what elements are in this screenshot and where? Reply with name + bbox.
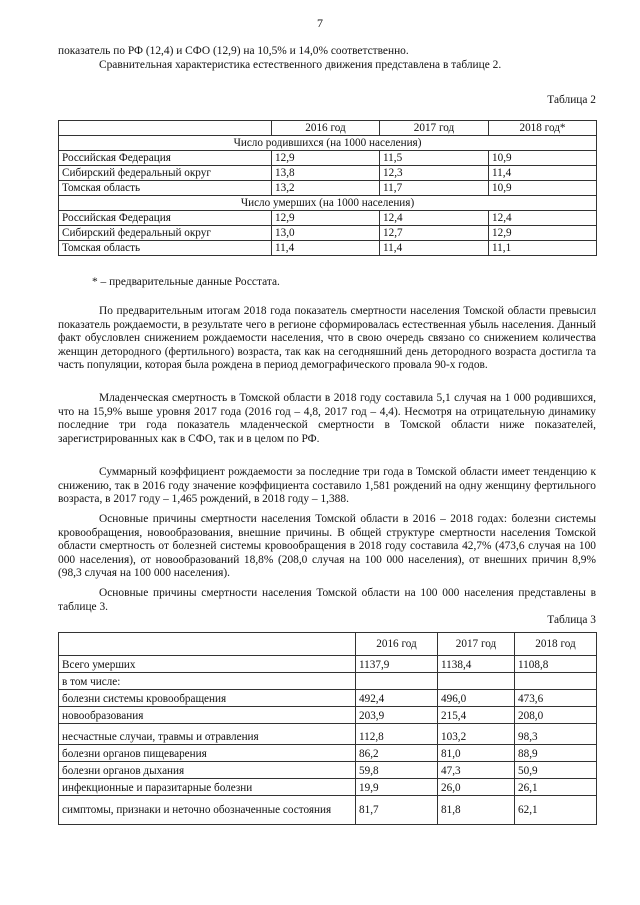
cell: 473,6 [515,690,597,707]
cell: 81,8 [438,796,515,825]
cell: 13,2 [272,181,380,196]
row-label: Всего умерших [59,656,356,673]
paragraph-4: Основные причины смертности населения Томской области в 2016 – 2018 годах: болезни системы кровообращения, новообразования, внешние причины. В общей структуре смертности населения Томской области смертность от болезней системы кровообращения в 2018 году составила 42,7% (473,6 случая на 100 000 населения), от новообразований 18,8% (208,0 случая на 100 000 населения), от внешних причин 8,9% (98,3 случая на 100 000 населения). [58,513,596,580]
cell: 86,2 [356,745,438,762]
row-label: Российская Федерация [59,151,272,166]
table-row [59,166,597,181]
header-cell: 2018 год [515,633,597,656]
cell: 496,0 [438,690,515,707]
header-cell: 2017 год [438,633,515,656]
cell: 81,0 [438,745,515,762]
row-label: новообразования [59,707,356,724]
table2-caption: Таблица 2 [547,94,596,106]
cell: 1138,4 [438,656,515,673]
table-2 [58,120,597,256]
row-label: симптомы, признаки и неточно обозначенные состояния [59,796,356,825]
table-header-row [59,121,597,136]
cell: 208,0 [515,707,597,724]
empty-cell [438,673,515,690]
cell: 103,2 [438,724,515,745]
table-row [59,181,597,196]
table-row [59,690,597,707]
cell: 12,4 [489,211,597,226]
row-label: болезни системы кровообращения [59,690,356,707]
table-row [59,724,597,745]
header-cell: 2018 год* [489,121,597,136]
paragraph-3: Суммарный коэффициент рождаемости за последние три года в Томской области имеет тенденцию к снижению, так в 2016 году значение коэффициента составило 1,581 рождений на одну женщину фертильного возраста, в 2017 году – 1,465 рождений, в 2018 году – 1,388. [58,466,596,506]
cell: 59,8 [356,762,438,779]
paragraph-2: Младенческая смертность в Томской области в 2018 году составила 5,1 случая на 1 000 родившихся, что на 15,9% выше уровня 2017 года (2016 год – 4,8, 2017 год – 4,4). Несмотря на отрицательную динамику последние три года показатель младенческой смертности в Томской области ниже показателей, зарегистрированных как в СФО, так и в целом по РФ. [58,392,596,445]
cell: 11,4 [272,241,380,256]
cell: 62,1 [515,796,597,825]
table-row [59,151,597,166]
row-label: Российская Федерация [59,211,272,226]
section-row [59,196,597,211]
cell: 12,4 [380,211,489,226]
cell: 11,4 [380,241,489,256]
cell: 1108,8 [515,656,597,673]
page-number: 7 [317,16,323,30]
row-label: несчастные случаи, травмы и отравления [59,724,356,745]
table-row [59,745,597,762]
table3-caption: Таблица 3 [547,614,596,626]
total-row [59,656,597,673]
section-births: Число родившихся (на 1000 населения) [59,136,597,151]
cell: 203,9 [356,707,438,724]
paragraph-5: Основные причины смертности населения Томской области на 100 000 населения представлены в таблице 3. [58,587,596,613]
section-deaths: Число умерших (на 1000 населения) [59,196,597,211]
cell: 1137,9 [356,656,438,673]
empty-cell [356,673,438,690]
row-label: Сибирский федеральный округ [59,166,272,181]
subheader-cell: в том числе: [59,673,356,690]
cell: 10,9 [489,181,597,196]
cell: 81,7 [356,796,438,825]
table-header-row [59,633,597,656]
header-cell: 2016 год [272,121,380,136]
table-row [59,779,597,796]
cell: 50,9 [515,762,597,779]
table-row [59,796,597,825]
cell: 88,9 [515,745,597,762]
header-cell: 2017 год [380,121,489,136]
cell: 492,4 [356,690,438,707]
subheader-row [59,673,597,690]
cell: 12,7 [380,226,489,241]
intro-line-1: показатель по РФ (12,4) и СФО (12,9) на 10,5% и 14,0% соответственно. [58,45,409,57]
row-label: Томская область [59,181,272,196]
cell: 12,3 [380,166,489,181]
row-label: болезни органов дыхания [59,762,356,779]
row-label: Томская область [59,241,272,256]
intro-line-2: Сравнительная характеристика естественного движения представлена в таблице 2. [99,59,502,71]
header-cell [59,121,272,136]
cell: 12,9 [489,226,597,241]
cell: 47,3 [438,762,515,779]
row-label: инфекционные и паразитарные болезни [59,779,356,796]
table-3 [58,632,597,825]
header-cell: 2016 год [356,633,438,656]
cell: 12,9 [272,151,380,166]
cell: 11,7 [380,181,489,196]
cell: 10,9 [489,151,597,166]
table-row [59,241,597,256]
empty-cell [515,673,597,690]
cell: 11,1 [489,241,597,256]
cell: 13,8 [272,166,380,181]
table-row [59,762,597,779]
cell: 12,9 [272,211,380,226]
cell: 13,0 [272,226,380,241]
table-row [59,211,597,226]
paragraph-1: По предварительным итогам 2018 года показатель смертности населения Томской области превысил показатель рождаемости, в результате чего в регионе сформировалась естественная убыль населения. Данный факт обусловлен снижением рождаемости населения, что в свою очередь связано со снижением количества женщин детородного (фертильного) возраста, так как на сегодняшний день детородного возраста достигла та часть популяции, которая была рождена в период демографического провала 90-х годов. [58,305,596,372]
cell: 26,1 [515,779,597,796]
row-label: болезни органов пищеварения [59,745,356,762]
cell: 11,5 [380,151,489,166]
row-label: Сибирский федеральный округ [59,226,272,241]
cell: 26,0 [438,779,515,796]
table-row [59,226,597,241]
table-row [59,707,597,724]
section-row [59,136,597,151]
cell: 112,8 [356,724,438,745]
header-cell [59,633,356,656]
cell: 98,3 [515,724,597,745]
table2-footnote: * – предварительные данные Росстата. [92,276,280,288]
cell: 11,4 [489,166,597,181]
cell: 19,9 [356,779,438,796]
cell: 215,4 [438,707,515,724]
